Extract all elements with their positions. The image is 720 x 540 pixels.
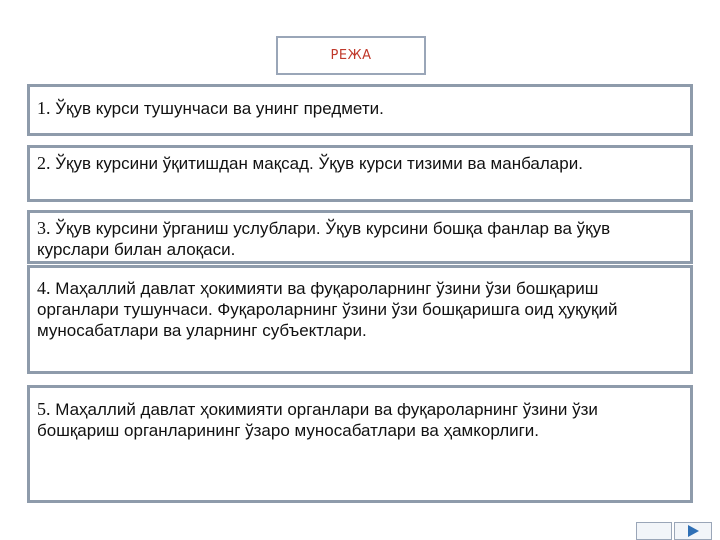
- plan-item-text: Ўқув курси тушунчаси ва унинг предмети.: [50, 99, 384, 118]
- plan-item-5: [27, 385, 693, 503]
- play-right-icon: [688, 525, 699, 537]
- next-slide-button[interactable]: [674, 522, 712, 540]
- plan-item-3: [27, 210, 693, 264]
- plan-item-text: Ўқув курсини ўрганиш услублари. Ўқув курсини бошқа фанлар ва ўқув курслари билан алоқаси.: [37, 219, 611, 259]
- plan-item-4: [27, 265, 693, 374]
- previous-slide-button[interactable]: [636, 522, 672, 540]
- plan-item-number: 1.: [37, 98, 51, 118]
- page-title: [276, 36, 426, 75]
- plan-item-text: Ўқув курсини ўқитишдан мақсад. Ўқув курси тизими ва манбалари.: [50, 154, 583, 173]
- plan-item-number: 5.: [37, 399, 51, 419]
- plan-item-text: Маҳаллий давлат ҳокимияти органлари ва фуқароларнинг ўзини ўзи бошқариш органларининг ўзаро муносабатлари ва ҳамкорлиги.: [37, 400, 598, 440]
- plan-item-number: 3.: [37, 218, 51, 238]
- slide-navigation: [636, 522, 712, 540]
- plan-item-1: [27, 84, 693, 136]
- plan-item-number: 2.: [37, 153, 51, 173]
- page-title-text: РЕЖА: [330, 48, 372, 63]
- plan-item-number: 4.: [37, 278, 51, 298]
- plan-item-2: [27, 145, 693, 202]
- plan-item-text: Маҳаллий давлат ҳокимияти ва фуқароларнинг ўзини ўзи бошқариш органлари тушунчаси. Фуқароларнинг ўзини ўзи бошқаришга оид ҳуқуқий муносабатлари ва уларнинг субъектлари.: [37, 279, 618, 340]
